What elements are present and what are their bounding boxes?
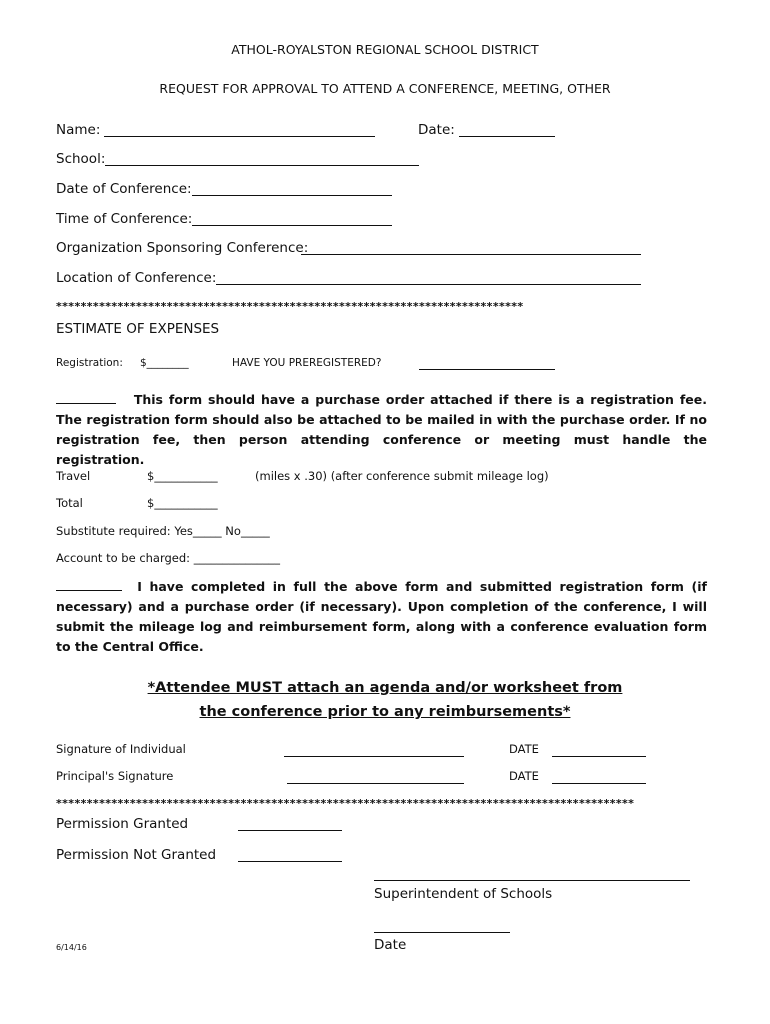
principal-date-label: DATE — [509, 769, 539, 783]
completion-statement: I have completed in full the above form and submitted registration form (if necessary) and a purchase order (if necessary). Upon completion of the conference, I will submit the mileage log and reimbursement form, along with a conference evaluation form to the Central Office. — [56, 579, 707, 654]
registration-note: This form should have a purchase order attached if there is a registration fee. The registration form should also be attached to be mailed in with the purchase order. If no registration fee, then person attending conference or meeting must handle the registration. — [56, 392, 707, 467]
completion-statement-blank[interactable] — [56, 580, 122, 591]
conference-time-label: Time of Conference: — [56, 211, 193, 227]
date-field[interactable] — [459, 136, 555, 137]
permission-granted-field[interactable] — [238, 830, 342, 831]
school-field[interactable] — [105, 165, 419, 166]
principal-date-field[interactable] — [552, 783, 646, 784]
travel-label: Travel — [56, 469, 91, 483]
individual-date-field[interactable] — [552, 756, 646, 757]
account-charged[interactable]: Account to be charged: _______________ — [56, 551, 280, 565]
name-label: Name: — [56, 122, 101, 138]
registration-label: Registration: — [56, 357, 123, 369]
school-label: School: — [56, 151, 106, 167]
conference-date-label: Date of Conference: — [56, 181, 192, 197]
individual-signature-label: Signature of Individual — [56, 742, 186, 756]
preregistered-label: HAVE YOU PREREGISTERED? — [232, 357, 382, 369]
principal-signature-field[interactable] — [287, 783, 464, 784]
name-field[interactable] — [104, 136, 375, 137]
separator-line: **************************************************************************** — [56, 300, 524, 313]
location-field[interactable] — [216, 284, 641, 285]
district-title: ATHOL-ROYALSTON REGIONAL SCHOOL DISTRICT — [231, 42, 539, 57]
superintendent-label: Superintendent of Schools — [374, 886, 553, 902]
registration-note-blank[interactable] — [56, 393, 116, 404]
revision-date: 6/14/16 — [56, 943, 87, 952]
individual-signature-field[interactable] — [284, 756, 464, 757]
conference-time-field[interactable] — [192, 225, 392, 226]
form-title: REQUEST FOR APPROVAL TO ATTEND A CONFERENCE, MEETING, OTHER — [159, 81, 611, 96]
travel-amount[interactable]: $___________ — [147, 469, 218, 483]
superintendent-date-field[interactable] — [374, 932, 510, 933]
organization-field[interactable] — [301, 254, 641, 255]
conference-date-field[interactable] — [192, 195, 392, 196]
permission-granted-label: Permission Granted — [56, 816, 189, 832]
permission-not-granted-label: Permission Not Granted — [56, 847, 217, 863]
notice-line-2: the conference prior to any reimbursements* — [199, 704, 571, 720]
individual-date-label: DATE — [509, 742, 539, 756]
registration-amount[interactable]: $________ — [140, 357, 189, 369]
estimate-heading: ESTIMATE OF EXPENSES — [56, 321, 220, 337]
organization-label: Organization Sponsoring Conference: — [56, 240, 309, 256]
principal-signature-label: Principal's Signature — [56, 769, 174, 783]
superintendent-date-label: Date — [374, 937, 407, 953]
location-label: Location of Conference: — [56, 270, 217, 286]
total-label: Total — [56, 496, 83, 510]
separator-line-2: ********************************************************************************************** — [56, 797, 635, 810]
superintendent-signature-field[interactable] — [374, 880, 690, 881]
total-amount[interactable]: $___________ — [147, 496, 218, 510]
date-label: Date: — [418, 122, 455, 138]
travel-note: (miles x .30) (after conference submit mileage log) — [255, 469, 549, 483]
preregistered-field[interactable] — [419, 369, 555, 370]
substitute-required[interactable]: Substitute required: Yes_____ No_____ — [56, 524, 270, 538]
permission-not-granted-field[interactable] — [238, 861, 342, 862]
notice-line-1: *Attendee MUST attach an agenda and/or worksheet from — [147, 680, 623, 696]
